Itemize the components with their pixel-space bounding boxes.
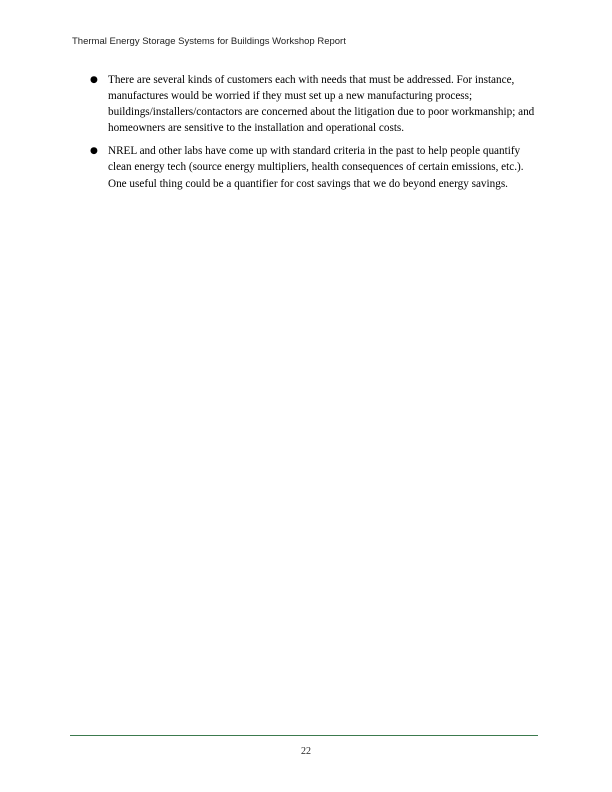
running-header: Thermal Energy Storage Systems for Buildings Workshop Report: [72, 36, 346, 47]
bullet-text: There are several kinds of customers each with needs that must be addressed. For instance, manufactures would be worried if they must set up a new manufacturing process; buildings/installers/contactors are concerned about the litigation due to poor workmanship; and homeowners are sensitive to the installation and operational costs.: [108, 74, 535, 135]
bullet-list: [90, 72, 540, 199]
bullet-icon: ●: [90, 75, 98, 85]
list-item: [90, 72, 540, 136]
bullet-text: NREL and other labs have come up with standard criteria in the past to help people quantify clean energy tech (source energy multipliers, health consequences of certain emissions, etc.). One useful thing could be a quantifier for cost savings that we do beyond energy savings.: [108, 145, 524, 190]
page-number: 22: [301, 746, 311, 757]
bullet-icon: ●: [90, 146, 98, 157]
list-item: [90, 143, 540, 191]
footer-divider: [70, 735, 538, 736]
